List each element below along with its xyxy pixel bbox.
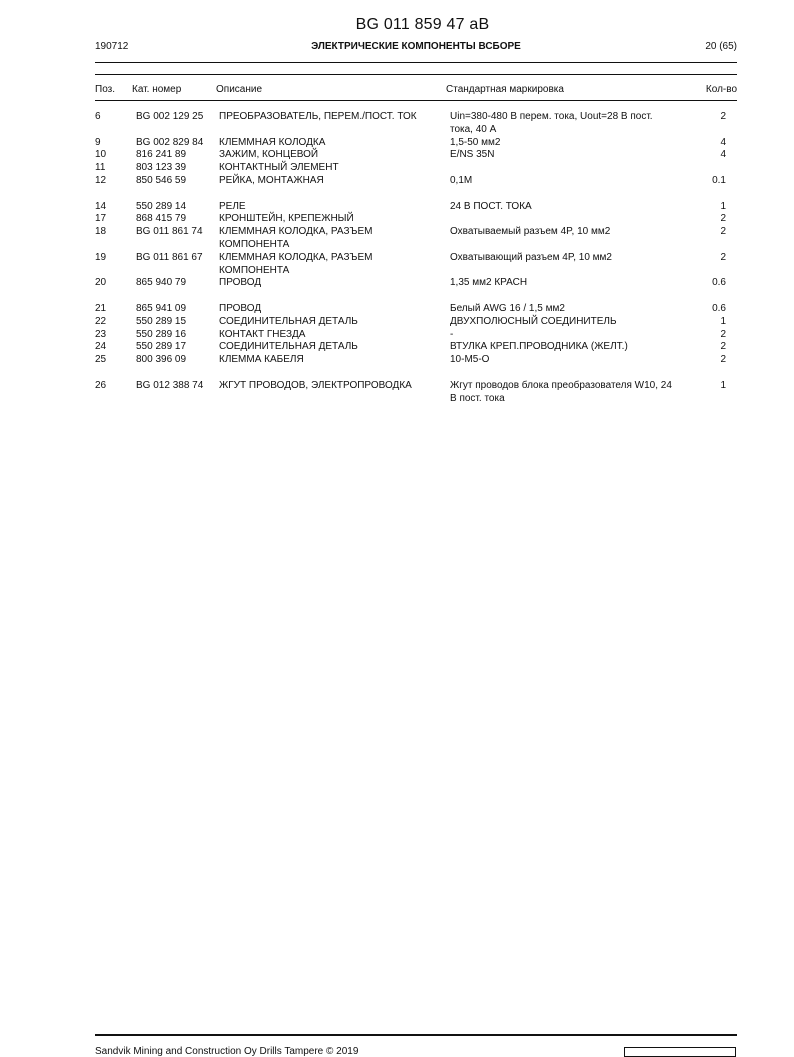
pos-cell: 12 <box>95 174 107 186</box>
document-date: 190712 <box>95 41 129 52</box>
table-row <box>95 329 737 342</box>
pos-cell: 19 <box>95 251 107 263</box>
description-cell: КОНТАКТ ГНЕЗДА <box>219 328 306 340</box>
quantity-cell: 0.1 <box>712 174 726 186</box>
marking-cell: Охватывающий разъем 4P, 10 мм2 <box>450 251 612 263</box>
catalog-number-cell: 868 415 79 <box>136 213 187 225</box>
table-row <box>95 380 737 406</box>
table-row <box>95 175 737 188</box>
pos-cell: 11 <box>95 162 106 174</box>
catalog-number-cell: BG 012 388 74 <box>136 379 204 391</box>
marking-cell: 1,35 мм2 КРАСН <box>450 277 528 289</box>
quantity-cell: 2 <box>720 111 726 122</box>
description-cell: ПРОВОД <box>219 277 262 289</box>
table-row <box>95 277 737 290</box>
marking-cell: 24 В ПОСТ. ТОКА <box>450 200 532 212</box>
quantity-cell: 4 <box>720 136 726 148</box>
quantity-cell: 0.6 <box>712 302 726 314</box>
table-row <box>95 303 737 316</box>
marking-cell: 10-M5-O <box>450 354 490 366</box>
catalog-number-cell: 550 289 15 <box>136 315 187 327</box>
document-title: BG 011 859 47 aB <box>355 16 490 33</box>
description-cell: ЖГУТ ПРОВОДОВ, ЭЛЕКТРОПРОВОДКА <box>219 379 412 391</box>
quantity-cell: 2 <box>720 226 726 238</box>
description-cell: СОЕДИНИТЕЛЬНАЯ ДЕТАЛЬ <box>219 341 358 353</box>
quantity-cell: 0.6 <box>712 277 726 289</box>
quantity-cell: 1 <box>720 379 726 391</box>
description-cell: ПРОВОД <box>219 302 262 314</box>
pos-cell: 6 <box>95 111 101 122</box>
description-cell: СОЕДИНИТЕЛЬНАЯ ДЕТАЛЬ <box>219 315 358 327</box>
description-cell: КЛЕММНАЯ КОЛОДКА, РАЗЪЕМ КОМПОНЕНТА <box>219 251 373 276</box>
marking-cell: Охватываемый разъем 4P, 10 мм2 <box>450 226 611 238</box>
marking-cell: Uin=380-480 В перем. тока, Uout=28 В пост. тока, 40 А <box>450 111 653 135</box>
table-row <box>95 354 737 367</box>
pos-cell: 20 <box>95 277 107 289</box>
table-row <box>95 149 737 162</box>
marking-cell: E/NS 35N <box>450 149 495 161</box>
pos-cell: 9 <box>95 136 101 148</box>
description-cell: ЗАЖИМ, КОНЦЕВОЙ <box>219 149 319 161</box>
marking-cell: ДВУХПОЛЮСНЫЙ СОЕДИНИТЕЛЬ <box>450 315 617 327</box>
page-header <box>95 41 737 55</box>
pos-cell: 17 <box>95 213 107 225</box>
quantity-cell: 4 <box>720 149 726 161</box>
quantity-cell: 2 <box>720 213 726 225</box>
quantity-cell: 1 <box>720 315 726 327</box>
description-cell: КОНТАКТНЫЙ ЭЛЕМЕНТ <box>219 162 339 174</box>
table-row <box>95 226 737 252</box>
catalog-number-cell: 816 241 89 <box>136 149 187 161</box>
quantity-cell: 2 <box>720 251 726 263</box>
footer-copyright: Sandvik Mining and Construction Oy Drills Tampere © 2019 <box>95 1046 359 1057</box>
description-cell: КЛЕММНАЯ КОЛОДКА, РАЗЪЕМ КОМПОНЕНТА <box>219 226 373 250</box>
marking-cell: Жгут проводов блока преобразователя W10, 24 В пост. тока <box>450 379 672 404</box>
pos-cell: 21 <box>95 302 107 314</box>
quantity-cell: 2 <box>720 354 726 366</box>
column-header-pos: Поз. <box>95 84 115 95</box>
catalog-number-cell: BG 011 861 67 <box>136 251 203 263</box>
pos-cell: 10 <box>95 149 107 161</box>
pos-cell: 26 <box>95 379 107 391</box>
section-title: ЭЛЕКТРИЧЕСКИЕ КОМПОНЕНТЫ ВСБОРЕ <box>311 41 521 52</box>
catalog-number-cell: 800 396 09 <box>136 354 187 366</box>
description-cell: КЛЕММНАЯ КОЛОДКА <box>219 136 326 148</box>
table-row <box>95 252 737 278</box>
column-header-divider <box>95 100 737 101</box>
catalog-number-cell: 550 289 14 <box>136 200 187 212</box>
quantity-cell: 1 <box>720 200 726 212</box>
table-row <box>95 316 737 329</box>
header-divider-bottom <box>95 74 737 75</box>
catalog-number-cell: BG 011 861 74 <box>136 226 203 238</box>
marking-cell: 1,5-50 мм2 <box>450 136 501 148</box>
table-row <box>95 213 737 226</box>
pos-cell: 23 <box>95 328 107 340</box>
table-row <box>95 341 737 354</box>
marking-cell: ВТУЛКА КРЕП.ПРОВОДНИКА (ЖЕЛТ.) <box>450 341 628 353</box>
table-row <box>95 111 737 137</box>
table-row <box>95 162 737 175</box>
description-cell: РЕЙКА, МОНТАЖНАЯ <box>219 174 324 186</box>
parts-table <box>95 111 737 405</box>
table-row <box>95 137 737 150</box>
pos-cell: 22 <box>95 315 107 327</box>
description-cell: КРОНШТЕЙН, КРЕПЕЖНЫЙ <box>219 213 354 225</box>
catalog-number-cell: BG 002 129 25 <box>136 111 204 122</box>
pos-cell: 14 <box>95 200 107 212</box>
table-row <box>95 201 737 214</box>
quantity-cell: 2 <box>720 341 726 353</box>
quantity-cell: 2 <box>720 328 726 340</box>
pos-cell: 18 <box>95 226 107 238</box>
catalog-number-cell: 865 940 79 <box>136 277 187 289</box>
catalog-number-cell: 865 941 09 <box>136 302 187 314</box>
description-cell: РЕЛЕ <box>219 200 246 212</box>
marking-cell: Белый AWG 16 / 1,5 мм2 <box>450 302 565 314</box>
column-header-cat: Кат. номер <box>132 84 182 95</box>
description-cell: ПРЕОБРАЗОВАТЕЛЬ, ПЕРЕМ./ПОСТ. ТОК <box>219 111 417 122</box>
footer-divider <box>95 1034 737 1036</box>
pos-cell: 25 <box>95 354 107 366</box>
catalog-number-cell: BG 002 829 84 <box>136 136 204 148</box>
pos-cell: 24 <box>95 341 107 353</box>
catalog-number-cell: 803 123 39 <box>136 162 187 174</box>
marking-cell: - <box>450 328 454 340</box>
catalog-number-cell: 550 289 17 <box>136 341 187 353</box>
page-number: 20 (65) <box>705 41 737 52</box>
header-divider-top <box>95 62 737 63</box>
column-header-mark: Стандартная маркировка <box>446 84 564 95</box>
column-header-desc: Описание <box>216 84 263 95</box>
catalog-number-cell: 550 289 16 <box>136 328 187 340</box>
column-header-qty: Кол-во <box>705 84 737 95</box>
company-logo <box>624 1047 736 1057</box>
catalog-number-cell: 850 546 59 <box>136 174 187 186</box>
marking-cell: 0,1M <box>450 174 473 186</box>
description-cell: КЛЕММА КАБЕЛЯ <box>219 354 304 366</box>
